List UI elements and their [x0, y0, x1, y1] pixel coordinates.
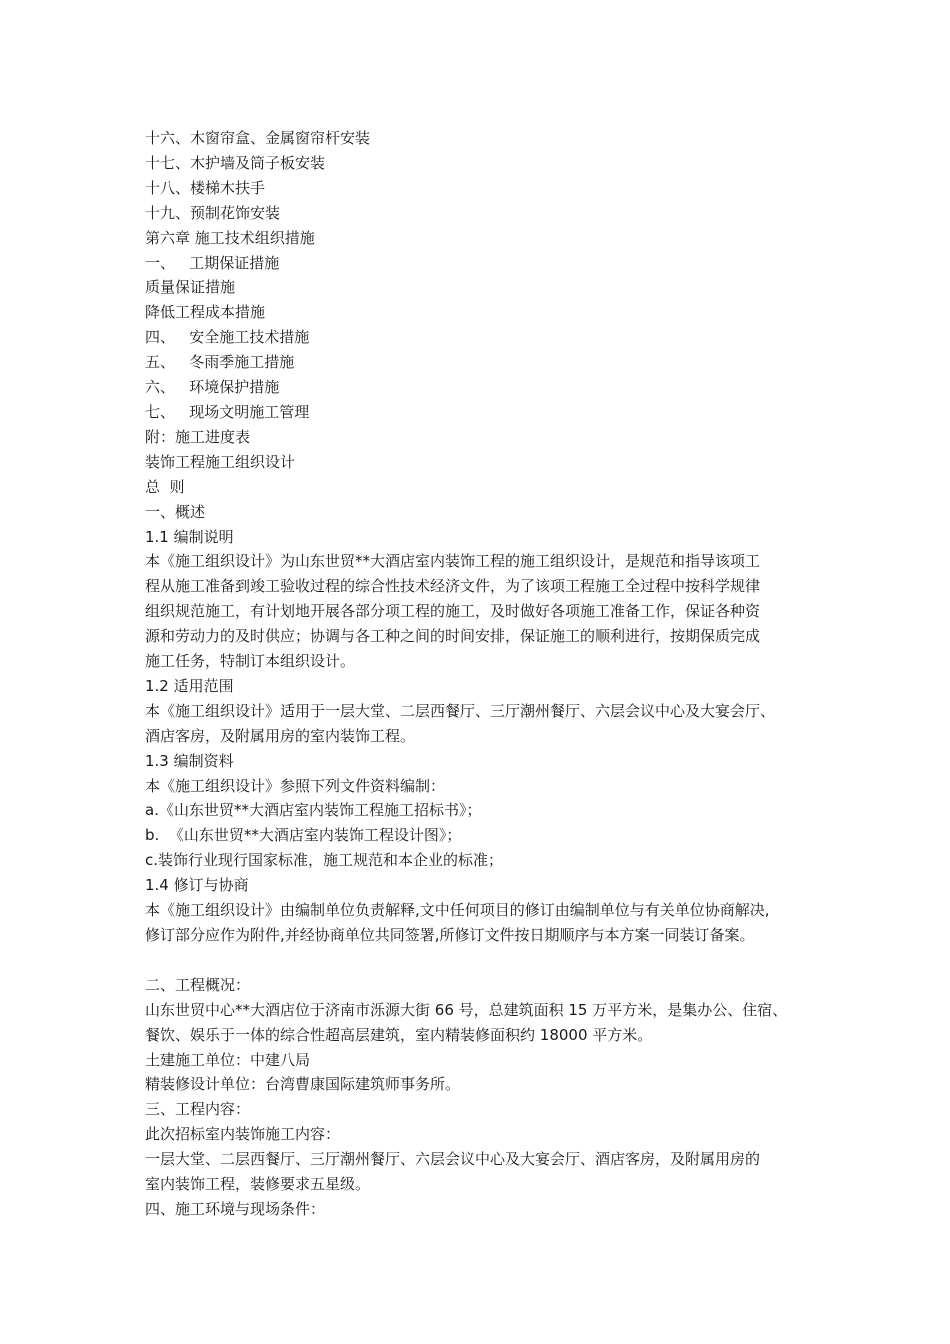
builder-line: 土建施工单位：中建八局 [145, 1050, 311, 1069]
toc-item: 质量保证措施 [145, 278, 236, 297]
toc-item: 十九、预制花饰安装 [145, 203, 281, 222]
reference-item: a.《山东世贸**大酒店室内装饰工程施工招标书》； [145, 801, 482, 820]
section-heading: 一、概述 [145, 502, 206, 521]
reference-item: c.装饰行业现行国家标准，施工规范和本企业的标准； [145, 851, 504, 870]
document-title: 装饰工程施工组织设计 [145, 452, 296, 471]
paragraph-line: 本《施工组织设计》由编制单位负责解释,文中任何项目的修订由编制单位与有关单位协商解决, [145, 901, 770, 920]
reference-item: b. 《山东世贸**大酒店室内装饰工程设计图》； [145, 826, 462, 845]
toc-item: 降低工程成本措施 [145, 303, 266, 322]
paragraph-line: 此次招标室内装饰施工内容： [145, 1125, 341, 1144]
toc-item: 十八、楼梯木扶手 [145, 178, 266, 197]
toc-item: 四、 安全施工技术措施 [145, 328, 310, 347]
toc-item: 一、 工期保证措施 [145, 253, 280, 272]
paragraph-line: 本《施工组织设计》为山东世贸**大酒店室内装饰工程的施工组织设计，是规范和指导该项工 [145, 552, 761, 571]
toc-list [145, 126, 825, 450]
subsection-heading: 1.4 修订与协商 [145, 876, 249, 895]
section-project-content [145, 1097, 825, 1197]
toc-item: 七、 现场文明施工管理 [145, 402, 310, 421]
paragraph-line: 本《施工组织设计》适用于一层大堂、二层西餐厅、三厅潮州餐厅、六层会议中心及大宴会厅、 [145, 701, 776, 720]
paragraph-line: 修订部分应作为附件,并经协商单位共同签署,所修订文件按日期顺序与本方案一同装订备案。 [145, 926, 755, 944]
blank-line [145, 948, 825, 973]
section-heading: 三、工程内容： [145, 1100, 251, 1119]
paragraph-line: 本《施工组织设计》参照下列文件资料编制： [145, 776, 446, 795]
subsection-heading: 1.1 编制说明 [145, 527, 234, 546]
paragraph-line: 一层大堂、二层西餐厅、三厅潮州餐厅、六层会议中心及大宴会厅、酒店客房，及附属用房的 [145, 1150, 761, 1169]
section-project-overview [145, 973, 825, 1098]
paragraph-line: 餐饮、娱乐于一体的综合性超高层建筑，室内精装修面积约 18000 平方米。 [145, 1025, 653, 1044]
paragraph-line: 源和劳动力的及时供应；协调与各工种之间的时间安排，保证施工的顺利进行，按期保质完成 [145, 627, 761, 646]
toc-item: 六、 环境保护措施 [145, 378, 280, 397]
toc-item: 十七、木护墙及筒子板安装 [145, 153, 326, 172]
document-page [145, 126, 825, 1222]
paragraph-line: 施工任务，特制订本组织设计。 [145, 652, 356, 671]
designer-line: 精装修设计单位：台湾曹康国际建筑师事务所。 [145, 1075, 461, 1094]
subsection-heading: 1.2 适用范围 [145, 676, 234, 695]
toc-item: 五、 冬雨季施工措施 [145, 353, 295, 372]
paragraph-line: 程从施工准备到竣工验收过程的综合性技术经济文件，为了该项工程施工全过程中按科学规律 [145, 577, 761, 596]
toc-chapter-heading: 第六章 施工技术组织措施 [145, 228, 315, 247]
toc-item: 附：施工进度表 [145, 427, 251, 446]
general-heading: 总 则 [145, 477, 185, 496]
paragraph-line: 组织规范施工，有计划地开展各部分项工程的施工，及时做好各项施工准备工作，保证各种资 [145, 602, 761, 621]
section-heading: 四、施工环境与现场条件： [145, 1199, 326, 1218]
paragraph-line: 山东世贸中心**大酒店位于济南市泺源大街 66 号，总建筑面积 15 万平方米，是集办公、住宿、 [145, 1000, 788, 1019]
subsection-heading: 1.3 编制资料 [145, 751, 234, 770]
section-heading: 二、工程概况： [145, 975, 251, 994]
paragraph-line: 酒店客房，及附属用房的室内装饰工程。 [145, 726, 416, 745]
section-site-conditions [145, 1197, 825, 1222]
toc-item: 十六、木窗帘盒、金属窗帘杆安装 [145, 129, 371, 147]
paragraph-line: 室内装饰工程，装修要求五星级。 [145, 1175, 371, 1194]
section-overview [145, 500, 825, 948]
